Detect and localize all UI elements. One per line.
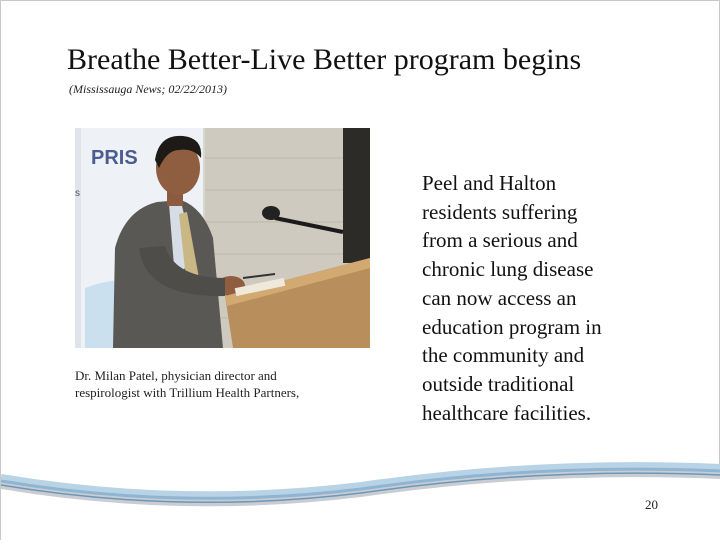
body-line: Peel and Halton — [422, 171, 557, 195]
body-line: the community and — [422, 343, 585, 368]
caption-line: Dr. Milan Patel, physician director and — [75, 368, 277, 383]
body-line: outside traditional — [422, 371, 575, 396]
page-number: 20 — [645, 497, 658, 512]
sign-text: PRIS — [91, 147, 138, 169]
slide-title: Breathe Better-Live Better program begins — [67, 43, 582, 76]
photo-illustration — [75, 128, 370, 348]
body-line: healthcare facilities. — [422, 400, 592, 425]
sign-side-text: s — [75, 188, 80, 199]
source-citation: (Mississauga News; 02/22/2013) — [69, 82, 228, 96]
body-text — [422, 169, 702, 427]
photo-caption — [75, 367, 375, 401]
body-line: from a serious and — [422, 228, 578, 253]
body-line: residents suffering — [422, 199, 578, 224]
footer-wave — [1, 441, 720, 541]
wave-decoration — [1, 441, 720, 541]
body-line: can now access an — [422, 285, 577, 310]
body-line: chronic lung disease — [422, 257, 594, 282]
speaker-photo — [75, 128, 370, 348]
caption-line: respirologist with Trillium Health Partners, — [75, 385, 300, 400]
body-line: education program in — [422, 314, 602, 339]
